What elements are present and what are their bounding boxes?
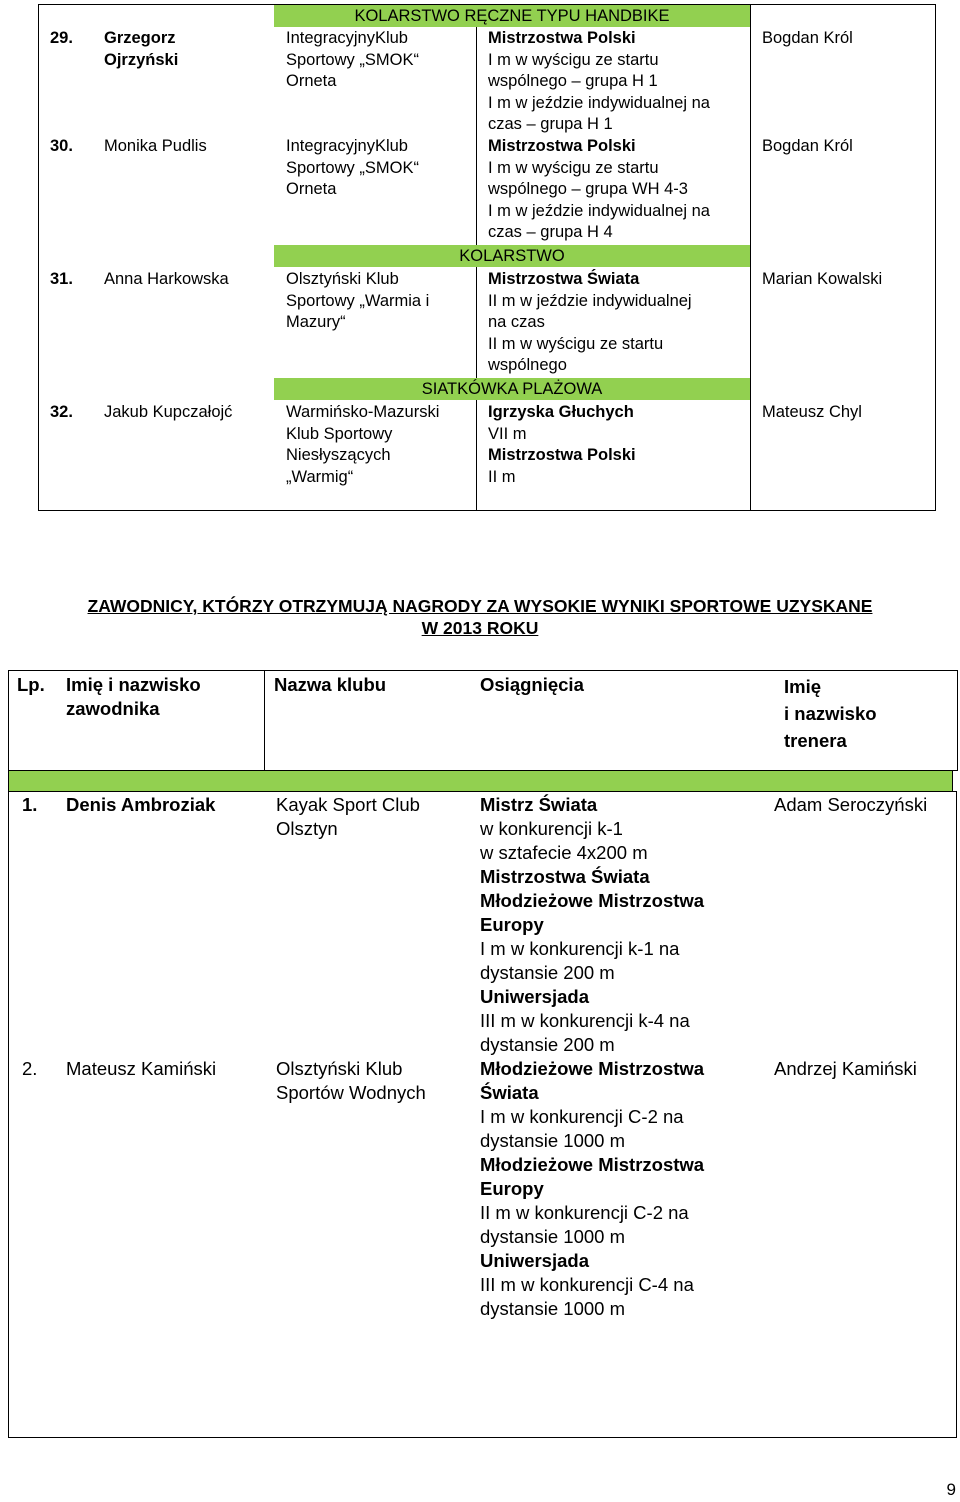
header-achievements: Osiągnięcia	[480, 674, 584, 695]
page-number: 9	[946, 1480, 956, 1499]
club-name: IntegracyjnyKlub Sportowy „SMOK“ Orneta	[286, 137, 419, 199]
athlete-name: Denis Ambroziak	[66, 794, 216, 815]
club-name: Olsztyński Klub Sportowy „Warmia i Mazury“	[286, 270, 430, 332]
athlete-name: Monika Pudlis	[104, 137, 207, 155]
achievements: Mistrz Świata w konkurencji k-1 w sztafecie 4x200 m Mistrzostwa Świata Młodzieżowe Mistrzostwa Europy I m w konkurencji k-1 na dystansie 200 m Uniwersjada III m w konkurencji k-4 na dystansie 200 m	[480, 794, 705, 1055]
athlete-name: Jakub Kupczałojć	[104, 403, 233, 421]
coach-name: Bogdan Król	[762, 29, 853, 47]
achievements: Igrzyska Głuchych VII m Mistrzostwa Polski II m	[488, 403, 636, 486]
section-label-handbike: KOLARSTWO RĘCZNE TYPU HANDBIKE	[354, 7, 670, 25]
row-lp: 1.	[22, 794, 38, 815]
header-coach: Imię i nazwisko trenera	[784, 676, 877, 751]
club-name: Olsztyński Klub Sportów Wodnych	[276, 1058, 426, 1103]
coach-name: Mateusz Chyl	[762, 403, 862, 421]
achievements: Mistrzostwa Polski I m w wyścigu ze startu wspólnego – grupa H 1 I m w jeździe indywidualnej na czas – grupa H 1	[488, 29, 710, 134]
row-lp: 31.	[50, 270, 73, 288]
athlete-name: Mateusz Kamiński	[66, 1058, 217, 1079]
row-lp: 29.	[50, 29, 73, 47]
section-title: ZAWODNICY, KTÓRZY OTRZYMUJĄ NAGRODY ZA WYSOKIE WYNIKI SPORTOWE UZYSKANE W 2013 ROKU	[87, 596, 873, 638]
coach-name: Adam Seroczyński	[774, 794, 928, 815]
coach-name: Bogdan Król	[762, 137, 853, 155]
header-club: Nazwa klubu	[274, 674, 387, 695]
achievements: Młodzieżowe Mistrzostwa Świata I m w konkurencji C-2 na dystansie 1000 m Młodzieżowe Mistrzostwa Europy II m w konkurencji C-2 na dystansie 1000 m Uniwersjada III m w konkurencji C-4 na dystansie 1000 m	[480, 1058, 705, 1319]
club-name: Kayak Sport Club Olsztyn	[276, 794, 420, 839]
row-lp: 2.	[22, 1058, 38, 1079]
achievements: Mistrzostwa Polski I m w wyścigu ze startu wspólnego – grupa WH 4-3 I m w jeździe indywidualnej na czas – grupa H 4	[488, 137, 710, 242]
club-name: IntegracyjnyKlub Sportowy „SMOK“ Orneta	[286, 29, 419, 91]
achievements: Mistrzostwa Świata II m w jeździe indywidualnej na czas II m w wyścigu ze startu wspólnego	[488, 270, 692, 375]
club-name: Warmińsko-Mazurski Klub Sportowy Niesłyszących „Warmig“	[286, 403, 440, 486]
section-label-kolarstwo: KOLARSTWO	[459, 247, 565, 265]
athlete-name: Grzegorz Ojrzyński	[104, 29, 179, 69]
row-lp: 32.	[50, 403, 73, 421]
row-lp: 30.	[50, 137, 73, 155]
coach-name: Andrzej Kamiński	[774, 1058, 917, 1079]
athlete-name: Anna Harkowska	[104, 270, 229, 288]
section-label-siatkowka: SIATKÓWKA PLAŻOWA	[421, 380, 603, 398]
header-athlete-name: Imię i nazwisko zawodnika	[66, 674, 201, 719]
coach-name: Marian Kowalski	[762, 270, 883, 288]
header-lp: Lp.	[17, 674, 45, 695]
header-separator-band	[8, 771, 952, 791]
